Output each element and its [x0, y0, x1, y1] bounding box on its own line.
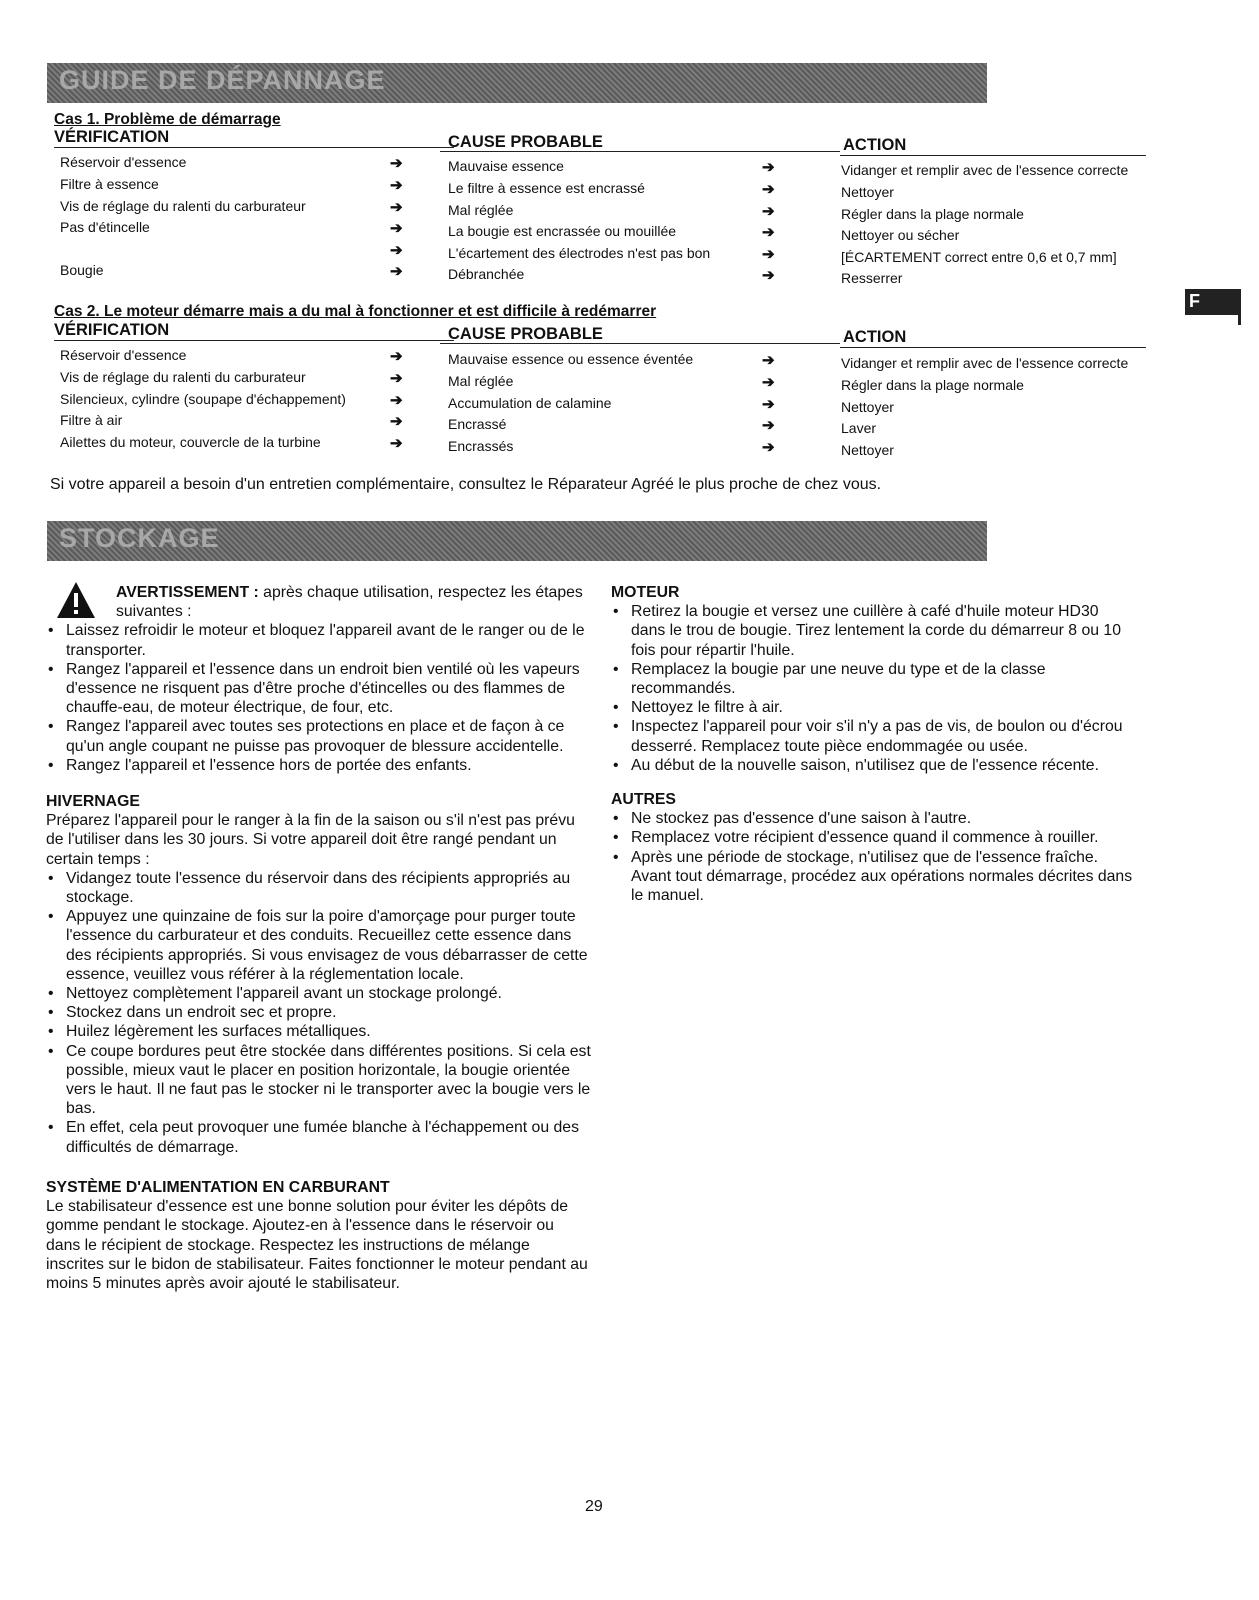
arrow-icon: ➔ — [390, 242, 403, 259]
arrow-icon: ➔ — [762, 224, 775, 241]
action-cell: Nettoyer ou sécher — [841, 227, 960, 243]
banner-title-2: STOCKAGE — [59, 523, 220, 553]
case1-header-rule-action — [840, 155, 1146, 156]
case2-header-rule — [54, 340, 454, 341]
warning-triangle-icon — [56, 581, 96, 619]
cause-cell: La bougie est encrassée ou mouillée — [448, 223, 677, 239]
arrow-icon: ➔ — [390, 348, 403, 365]
cause-cell: Le filtre à essence est encrassé — [448, 180, 645, 196]
autres-list — [611, 809, 1136, 905]
verification-cell: Réservoir d'essence — [60, 154, 187, 170]
arrow-icon: ➔ — [390, 220, 403, 237]
list-item: • Retirez la bougie et versez une cuillère à café d'huile moteur HD30 dans le trou de bougie. Tirez lentement la corde du démarreur 8 ou 10 fois pour répartir l'huile. — [611, 602, 1136, 660]
autres-title: AUTRES — [611, 791, 676, 809]
arrow-icon: ➔ — [390, 413, 403, 430]
list-item: • Au début de la nouvelle saison, n'utilisez que de l'essence récente. — [611, 756, 1136, 775]
warning-text: après chaque utilisation, respectez les étapes suivantes : — [116, 584, 583, 621]
list-item: • Appuyez une quinzaine de fois sur la poire d'amorçage pour purger toute l'essence du carburateur et des conduits. Recueillez cette essence dans des récipients appropriés. Si vous envisagez de vous débarrasser de cette essence, veuillez vous référer à la réglementation locale. — [46, 907, 591, 984]
action-cell: Vidanger et remplir avec de l'essence correcte — [841, 355, 1129, 371]
cause-cell: Mal réglée — [448, 373, 514, 389]
left-column — [46, 583, 591, 1293]
case2-title: Cas 2. Le moteur démarre mais a du mal à fonctionner et est difficile à redémarrer — [54, 303, 657, 320]
arrow-icon: ➔ — [762, 396, 775, 413]
action-cell: Nettoyer — [841, 442, 894, 458]
list-item: • Après une période de stockage, n'utilisez que de l'essence fraîche. Avant tout démarrage, procédez aux opérations normales décrites dans le manuel. — [611, 848, 1136, 906]
arrow-icon: ➔ — [762, 181, 775, 198]
case1-header-verification: VÉRIFICATION — [54, 128, 170, 146]
list-item: • Remplacez votre récipient d'essence quand il commence à rouiller. — [611, 828, 1136, 847]
action-cell: Nettoyer — [841, 184, 894, 200]
list-item: • Stockez dans un endroit sec et propre. — [46, 1003, 591, 1022]
list-item: • En effet, cela peut provoquer une fumée blanche à l'échappement ou des difficultés de démarrage. — [46, 1118, 591, 1156]
list-item: • Laissez refroidir le moteur et bloquez l'appareil avant de le ranger ou de le transporter. — [46, 621, 591, 659]
list-item: • Ce coupe bordures peut être stockée dans différentes positions. Si cela est possible, mieux vaut le placer en position horizontale, la bougie orientée vers le haut. Il ne faut pas le stocker ni le transporter avec la bougie vers le bas. — [46, 1042, 591, 1119]
arrow-icon: ➔ — [390, 177, 403, 194]
warning-block — [46, 583, 591, 621]
arrow-icon: ➔ — [390, 392, 403, 409]
carburant-text: Le stabilisateur d'essence est une bonne solution pour éviter les dépôts de gomme pendant le stockage. Ajoutez-en à l'essence dans le réservoir ou dans le récipient de stockage. Respectez les instructions de mélange inscrites sur le bidon de stabilisateur. Faites fonctionner le moteur pendant au moins 5 minutes après avoir ajouté le stabilisateur. — [46, 1198, 588, 1292]
action-cell: Régler dans la plage normale — [841, 377, 1024, 393]
cause-cell: Mal réglée — [448, 202, 514, 218]
list-item: • Nettoyez complètement l'appareil avant un stockage prolongé. — [46, 984, 591, 1003]
section-banner-stockage — [47, 521, 987, 561]
case2-header-verification: VÉRIFICATION — [54, 321, 170, 339]
warning-label: AVERTISSEMENT : — [116, 584, 259, 601]
arrow-icon: ➔ — [390, 435, 403, 452]
list-item: • Ne stockez pas d'essence d'une saison à l'autre. — [611, 809, 1136, 828]
section-banner-depannage — [47, 63, 987, 103]
arrow-icon: ➔ — [762, 417, 775, 434]
arrow-icon: ➔ — [762, 439, 775, 456]
language-tab-label: F — [1189, 291, 1200, 311]
list-item: • Rangez l'appareil et l'essence dans un endroit bien ventilé où les vapeurs d'essence ne risquent pas d'être proche d'étincelles ou des flammes de chauffe-eau, de moteur électrique, de four, etc. — [46, 660, 591, 718]
case1-header-rule-cause — [440, 151, 840, 152]
right-column — [611, 583, 1136, 905]
warning-list — [46, 621, 591, 775]
case2-header-cause: CAUSE PROBABLE — [448, 325, 603, 343]
hivernage-title: HIVERNAGE — [46, 793, 140, 811]
list-item: • Remplacez la bougie par une neuve du type et de la classe recommandés. — [611, 660, 1136, 698]
arrow-icon: ➔ — [762, 159, 775, 176]
cause-cell: Mauvaise essence ou essence éventée — [448, 351, 694, 367]
cause-cell: Accumulation de calamine — [448, 395, 612, 411]
arrow-icon: ➔ — [762, 352, 775, 369]
verification-cell: Bougie — [60, 262, 104, 278]
verification-cell: Vis de réglage du ralenti du carburateur — [60, 369, 306, 385]
hivernage-intro: Préparez l'appareil pour le ranger à la fin de la saison ou s'il n'est pas prévu de l'utiliser dans les 30 jours. Si votre appareil doit être rangé pendant un certain temps : — [46, 812, 575, 868]
arrow-icon: ➔ — [390, 155, 403, 172]
cause-cell: Mauvaise essence — [448, 158, 564, 174]
verification-cell: Vis de réglage du ralenti du carburateur — [60, 198, 306, 214]
action-cell: Laver — [841, 420, 877, 436]
list-item: • Inspectez l'appareil pour voir s'il n'y a pas de vis, de boulon ou d'écrou desserré. Remplacez toute pièce endommagée ou usée. — [611, 717, 1136, 755]
cause-cell: Encrassés — [448, 438, 514, 454]
banner-title: GUIDE DE DÉPANNAGE — [59, 65, 386, 95]
case1-header-rule — [54, 147, 454, 148]
language-tab — [1185, 289, 1239, 315]
arrow-icon: ➔ — [390, 199, 403, 216]
case2-header-action: ACTION — [843, 328, 907, 346]
cause-cell: L'écartement des électrodes n'est pas bon — [448, 245, 711, 261]
list-item: • Rangez l'appareil avec toutes ses protections en place et de façon à ce qu'un angle coupant ne puisse pas provoquer de blessure accidentelle. — [46, 717, 591, 755]
verification-cell: Réservoir d'essence — [60, 347, 187, 363]
verification-cell: Filtre à air — [60, 412, 123, 428]
list-item: • Rangez l'appareil et l'essence hors de portée des enfants. — [46, 756, 591, 775]
cause-cell: Encrassé — [448, 416, 507, 432]
verification-cell: Silencieux, cylindre (soupape d'échappement) — [60, 391, 346, 407]
arrow-icon: ➔ — [762, 203, 775, 220]
verification-cell: Pas d'étincelle — [60, 219, 150, 235]
service-note: Si votre appareil a besoin d'un entretien complémentaire, consultez le Réparateur Agréé le plus proche de chez vous. — [50, 476, 882, 493]
verification-cell: Filtre à essence — [60, 176, 159, 192]
moteur-list — [611, 602, 1136, 775]
arrow-icon: ➔ — [762, 246, 775, 263]
page-number: 29 — [585, 1498, 603, 1515]
list-item: • Huilez légèrement les surfaces métalliques. — [46, 1022, 591, 1041]
cause-cell: Débranchée — [448, 266, 525, 282]
action-cell: Resserrer — [841, 270, 903, 286]
arrow-icon: ➔ — [390, 370, 403, 387]
case1-header-action: ACTION — [843, 136, 907, 154]
case2-header-rule-action — [840, 347, 1146, 348]
arrow-icon: ➔ — [762, 267, 775, 284]
action-cell: Vidanger et remplir avec de l'essence correcte — [841, 162, 1129, 178]
verification-cell: Ailettes du moteur, couvercle de la turbine — [60, 434, 321, 450]
action-cell: [ÉCARTEMENT correct entre 0,6 et 0,7 mm] — [841, 249, 1117, 265]
hivernage-list — [46, 869, 591, 1157]
action-cell: Nettoyer — [841, 399, 894, 415]
case1-header-cause: CAUSE PROBABLE — [448, 133, 603, 151]
carburant-title: SYSTÈME D'ALIMENTATION EN CARBURANT — [46, 1178, 390, 1196]
action-cell: Régler dans la plage normale — [841, 206, 1024, 222]
arrow-icon: ➔ — [762, 374, 775, 391]
list-item: • Nettoyez le filtre à air. — [611, 698, 1136, 717]
list-item: • Vidangez toute l'essence du réservoir dans des récipients appropriés au stockage. — [46, 869, 591, 907]
case1-title: Cas 1. Problème de démarrage — [54, 111, 281, 128]
case2-header-rule-cause — [440, 343, 840, 344]
arrow-icon: ➔ — [390, 263, 403, 280]
moteur-title: MOTEUR — [611, 584, 680, 601]
